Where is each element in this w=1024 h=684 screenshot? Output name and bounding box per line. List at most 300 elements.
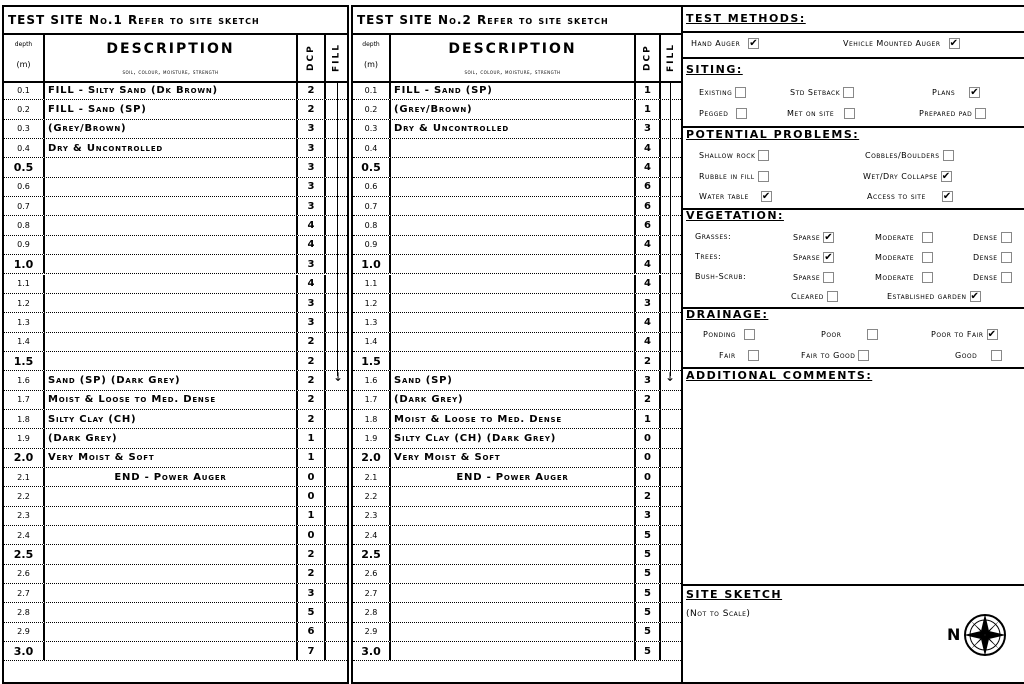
poor-to-fair-option[interactable] <box>931 329 998 340</box>
fill-cell <box>326 584 347 602</box>
dcp-cell: 0 <box>298 487 326 505</box>
depth-cell: 0.4 <box>353 139 391 157</box>
description-cell[interactable] <box>45 197 298 215</box>
description-cell[interactable]: END - Power Auger <box>391 468 636 486</box>
dcp-cell: 3 <box>298 139 326 157</box>
access-label: Access to site <box>867 192 926 201</box>
description-cell[interactable] <box>391 526 636 544</box>
dcp-cell: 3 <box>298 313 326 331</box>
depth-cell: 2.8 <box>4 603 45 621</box>
north-label: N <box>947 625 961 644</box>
dcp-cell: 0 <box>298 468 326 486</box>
sparse-label: Sparse <box>793 273 821 282</box>
wet-dry-checkbox[interactable]: ✔ <box>941 171 951 182</box>
dcp-cell: 2 <box>636 391 661 409</box>
table-row <box>4 236 347 255</box>
trees-sparse-checkbox[interactable]: ✔ <box>824 252 834 263</box>
met-on-site-option[interactable] <box>787 108 855 119</box>
description-cell[interactable] <box>391 352 636 370</box>
dcp-cell: 6 <box>636 178 661 196</box>
fill-cell <box>326 545 347 563</box>
description-cell[interactable]: Moist & Loose to Med. Dense <box>45 391 298 409</box>
description-cell[interactable] <box>45 584 298 602</box>
water-table-checkbox[interactable]: ✔ <box>761 191 771 202</box>
ponding-option[interactable] <box>703 329 755 340</box>
access-option[interactable] <box>867 191 953 202</box>
dcp-cell: 4 <box>636 236 661 254</box>
table-row <box>4 584 347 603</box>
grasses-sparse-option[interactable] <box>793 232 834 243</box>
depth-cell: 0.7 <box>4 197 45 215</box>
good-checkbox[interactable] <box>991 350 1002 361</box>
depth-cell: 2.7 <box>4 584 45 602</box>
site-1-column-header <box>4 35 347 83</box>
existing-checkbox[interactable] <box>735 87 746 98</box>
dcp-cell: 1 <box>636 81 661 99</box>
fill-cell <box>661 255 681 273</box>
cleared-option[interactable] <box>791 291 838 302</box>
table-row <box>4 545 347 564</box>
table-row <box>4 352 347 371</box>
fill-line <box>670 81 671 376</box>
sparse-label: Sparse <box>793 233 821 242</box>
wet-dry-label: Wet/Dry Collapse <box>863 172 938 181</box>
dcp-cell: 5 <box>636 584 661 602</box>
description-cell[interactable] <box>391 236 636 254</box>
depth-cell: 1.0 <box>4 255 45 273</box>
dense-label: Dense <box>973 253 998 262</box>
moderate-label: Moderate <box>875 233 915 242</box>
description-cell[interactable]: (Grey/Brown) <box>45 120 298 138</box>
depth-cell: 1.7 <box>4 391 45 409</box>
water-table-option[interactable] <box>699 191 772 202</box>
dcp-cell: 2 <box>636 487 661 505</box>
description-sublabel: soil, colour, moisture, strength <box>122 69 219 76</box>
wet-dry-option[interactable] <box>863 171 952 182</box>
table-row <box>4 429 347 448</box>
description-cell[interactable] <box>45 313 298 331</box>
dcp-cell: 5 <box>636 545 661 563</box>
test-site-2 <box>351 5 683 684</box>
rubble-checkbox[interactable] <box>758 171 769 182</box>
table-row <box>353 216 681 235</box>
description-cell[interactable]: Very Moist & Soft <box>391 449 636 467</box>
depth-cell: 1.3 <box>4 313 45 331</box>
poor-checkbox[interactable] <box>867 329 878 340</box>
dcp-cell: 3 <box>636 294 661 312</box>
vehicle-auger-checkbox[interactable]: ✔ <box>949 38 959 49</box>
fill-cell <box>661 565 681 583</box>
description-cell[interactable] <box>45 603 298 621</box>
depth-cell: 2.9 <box>4 623 45 641</box>
description-cell[interactable] <box>45 158 298 176</box>
fill-cell <box>661 545 681 563</box>
description-cell[interactable] <box>391 255 636 273</box>
bush-dense-option[interactable] <box>973 272 1012 283</box>
plans-label: Plans <box>932 88 956 97</box>
dcp-label: DCP <box>642 44 653 72</box>
depth-cell: 2.1 <box>353 468 391 486</box>
description-cell[interactable]: (Dark Grey) <box>45 429 298 447</box>
prepared-pad-option[interactable] <box>919 108 986 119</box>
depth-cell: 1.5 <box>4 352 45 370</box>
description-header <box>391 35 636 81</box>
table-row <box>4 313 347 332</box>
fill-cell <box>661 120 681 138</box>
trees-dense-option[interactable] <box>973 252 1012 263</box>
depth-cell: 0.7 <box>353 197 391 215</box>
dcp-cell: 3 <box>298 584 326 602</box>
fill-cell <box>661 391 681 409</box>
table-row <box>4 507 347 526</box>
fill-header <box>661 35 681 81</box>
trees-sparse-option[interactable] <box>793 252 834 263</box>
description-cell[interactable]: Dry & Uncontrolled <box>45 139 298 157</box>
description-cell[interactable]: FILL - Sand (SP) <box>391 81 636 99</box>
description-cell[interactable]: (Grey/Brown) <box>391 100 636 118</box>
description-cell[interactable]: FILL - Silty Sand (Dk Brown) <box>45 81 298 99</box>
table-row <box>4 642 347 661</box>
depth-cell: 3.0 <box>353 642 391 660</box>
problems-title: POTENTIAL PROBLEMS: <box>686 128 860 141</box>
moderate-label: Moderate <box>875 273 915 282</box>
dcp-cell: 4 <box>636 275 661 293</box>
description-cell[interactable] <box>45 545 298 563</box>
fair-checkbox[interactable] <box>748 350 759 361</box>
plans-option[interactable] <box>932 87 980 98</box>
description-cell[interactable] <box>391 603 636 621</box>
table-row <box>4 139 347 158</box>
description-cell[interactable]: FILL - Sand (SP) <box>45 100 298 118</box>
trees-dense-checkbox[interactable] <box>1001 252 1012 263</box>
vehicle-auger-option[interactable] <box>843 38 960 49</box>
table-row <box>4 197 347 216</box>
description-cell[interactable] <box>391 507 636 525</box>
met-on-site-checkbox[interactable] <box>844 108 855 119</box>
cobbles-checkbox[interactable] <box>943 150 954 161</box>
description-label: DESCRIPTION <box>448 41 577 57</box>
hand-auger-checkbox[interactable]: ✔ <box>749 38 759 49</box>
comments-area[interactable] <box>683 385 1024 585</box>
fill-cell <box>661 178 681 196</box>
description-sublabel: soil, colour, moisture, strength <box>464 69 561 76</box>
table-row <box>4 410 347 429</box>
dcp-cell: 4 <box>636 139 661 157</box>
fill-cell <box>661 410 681 428</box>
description-cell[interactable] <box>45 526 298 544</box>
vegetation-title: VEGETATION: <box>686 209 784 222</box>
fair-to-good-option[interactable] <box>801 350 869 361</box>
table-row <box>4 158 347 177</box>
description-cell[interactable] <box>391 139 636 157</box>
table-row <box>4 120 347 139</box>
description-cell[interactable] <box>45 565 298 583</box>
trees-moderate-checkbox[interactable] <box>922 252 933 263</box>
description-cell[interactable] <box>45 507 298 525</box>
dcp-cell: 2 <box>298 81 326 99</box>
depth-cell: 2.5 <box>353 545 391 563</box>
dcp-cell: 4 <box>636 158 661 176</box>
depth-cell: 2.4 <box>353 526 391 544</box>
description-cell[interactable]: Dry & Uncontrolled <box>391 120 636 138</box>
prepared-pad-checkbox[interactable] <box>975 108 986 119</box>
fill-cell <box>661 236 681 254</box>
description-cell[interactable]: Very Moist & Soft <box>45 449 298 467</box>
depth-cell: 0.6 <box>353 178 391 196</box>
description-cell[interactable] <box>45 352 298 370</box>
ponding-checkbox[interactable] <box>744 329 755 340</box>
depth-cell: 1.7 <box>353 391 391 409</box>
bush-moderate-checkbox[interactable] <box>922 272 933 283</box>
rubble-option[interactable] <box>699 171 769 182</box>
site-sketch-subtitle: (Not to Scale) <box>686 609 751 619</box>
dcp-cell: 4 <box>636 255 661 273</box>
depth-cell: 2.3 <box>353 507 391 525</box>
depth-cell: 2.0 <box>353 449 391 467</box>
depth-cell: 2.6 <box>353 565 391 583</box>
dcp-cell: 0 <box>298 526 326 544</box>
fair-option[interactable] <box>719 350 759 361</box>
grasses-sparse-checkbox[interactable]: ✔ <box>824 232 834 243</box>
cobbles-option[interactable] <box>865 150 954 161</box>
dcp-cell: 4 <box>636 313 661 331</box>
cleared-checkbox[interactable] <box>827 291 838 302</box>
fill-cell <box>326 487 347 505</box>
description-cell[interactable] <box>391 545 636 563</box>
fill-cell <box>661 429 681 447</box>
depth-cell: 1.4 <box>4 333 45 351</box>
fill-cell <box>326 526 347 544</box>
plans-checkbox[interactable]: ✔ <box>970 87 980 98</box>
fill-cell <box>661 197 681 215</box>
grasses-dense-checkbox[interactable] <box>1001 232 1012 243</box>
shallow-rock-checkbox[interactable] <box>758 150 769 161</box>
table-row <box>4 294 347 313</box>
divider <box>683 57 1024 59</box>
std-setback-checkbox[interactable] <box>843 87 854 98</box>
poor-option[interactable] <box>821 329 878 340</box>
site-2-column-header <box>353 35 681 83</box>
bush-sparse-checkbox[interactable] <box>823 272 834 283</box>
fill-cell <box>661 333 681 351</box>
test-site-1 <box>2 5 349 684</box>
description-cell[interactable] <box>45 216 298 234</box>
prepared-pad-label: Prepared pad <box>919 109 973 118</box>
depth-cell: 0.3 <box>4 120 45 138</box>
description-cell[interactable] <box>391 216 636 234</box>
description-cell[interactable] <box>391 642 636 660</box>
depth-cell: 0.6 <box>4 178 45 196</box>
fill-cell <box>661 487 681 505</box>
good-option[interactable] <box>955 350 1002 361</box>
divider <box>683 584 1024 586</box>
table-row <box>353 603 681 622</box>
table-row <box>4 526 347 545</box>
dcp-cell: 2 <box>298 410 326 428</box>
table-row <box>353 352 681 371</box>
table-row <box>353 158 681 177</box>
description-cell[interactable] <box>45 487 298 505</box>
description-cell[interactable] <box>45 255 298 273</box>
description-cell[interactable] <box>45 642 298 660</box>
dcp-cell: 0 <box>636 429 661 447</box>
description-cell[interactable]: Silty Clay (CH) (Dark Grey) <box>391 429 636 447</box>
hand-auger-option[interactable] <box>691 38 759 49</box>
established-checkbox[interactable]: ✔ <box>970 291 980 302</box>
dcp-cell: 2 <box>298 371 326 389</box>
depth-unit: (m) <box>363 60 379 69</box>
good-label: Good <box>955 351 978 360</box>
fill-cell <box>661 352 681 370</box>
description-cell[interactable]: Moist & Loose to Med. Dense <box>391 410 636 428</box>
dcp-cell: 4 <box>298 216 326 234</box>
description-cell[interactable]: Sand (SP) (Dark Grey) <box>45 371 298 389</box>
dcp-label: DCP <box>306 44 316 72</box>
table-row <box>353 565 681 584</box>
dcp-cell: 6 <box>298 623 326 641</box>
description-cell[interactable] <box>45 294 298 312</box>
description-cell[interactable] <box>45 623 298 641</box>
description-cell[interactable] <box>391 158 636 176</box>
table-row <box>4 275 347 294</box>
fair-to-good-checkbox[interactable] <box>858 350 869 361</box>
site-info-panel <box>683 5 1024 684</box>
fill-cell <box>661 507 681 525</box>
fill-cell <box>661 623 681 641</box>
trees-moderate-option[interactable] <box>875 252 933 263</box>
depth-cell: 1.4 <box>353 333 391 351</box>
table-row <box>353 294 681 313</box>
fill-cell <box>661 81 681 99</box>
access-checkbox[interactable]: ✔ <box>942 191 952 202</box>
fill-cell <box>326 429 347 447</box>
fill-cell <box>326 565 347 583</box>
site-2-title: TEST SITE No.2 Refer to site sketch <box>353 7 681 35</box>
table-row <box>353 623 681 642</box>
dense-label: Dense <box>973 273 998 282</box>
grasses-dense-option[interactable] <box>973 232 1012 243</box>
depth-cell: 1.8 <box>4 410 45 428</box>
table-row <box>353 507 681 526</box>
description-cell[interactable] <box>391 584 636 602</box>
depth-header <box>353 35 391 81</box>
bush-moderate-option[interactable] <box>875 272 933 283</box>
fill-cell <box>326 410 347 428</box>
description-cell[interactable] <box>45 178 298 196</box>
table-row <box>353 120 681 139</box>
established-garden-option[interactable] <box>887 291 981 302</box>
grasses-moderate-checkbox[interactable] <box>922 232 933 243</box>
depth-cell: 1.2 <box>4 294 45 312</box>
vehicle-auger-label: Vehicle Mounted Auger <box>843 39 941 48</box>
description-cell[interactable] <box>391 197 636 215</box>
description-cell[interactable] <box>45 275 298 293</box>
established-label: Established garden <box>887 292 967 301</box>
cobbles-label: Cobbles/Boulders <box>865 151 940 160</box>
grasses-moderate-option[interactable] <box>875 232 933 243</box>
hand-auger-label: Hand Auger <box>691 39 741 48</box>
depth-cell: 0.8 <box>353 216 391 234</box>
table-row <box>353 487 681 506</box>
description-cell[interactable] <box>45 333 298 351</box>
shallow-rock-option[interactable] <box>699 150 769 161</box>
dcp-cell: 0 <box>636 449 661 467</box>
table-row <box>353 468 681 487</box>
dcp-cell: 2 <box>298 352 326 370</box>
description-cell[interactable]: Sand (SP) <box>391 371 636 389</box>
trees-label: Trees: <box>695 252 722 261</box>
depth-cell: 1.5 <box>353 352 391 370</box>
description-cell[interactable] <box>45 236 298 254</box>
description-cell[interactable] <box>391 294 636 312</box>
dcp-cell: 5 <box>636 642 661 660</box>
table-row <box>353 275 681 294</box>
description-cell[interactable] <box>391 275 636 293</box>
dcp-cell: 3 <box>636 120 661 138</box>
depth-cell: 1.3 <box>353 313 391 331</box>
dcp-header <box>298 35 326 81</box>
bush-dense-checkbox[interactable] <box>1001 272 1012 283</box>
depth-cell: 0.9 <box>4 236 45 254</box>
dcp-cell: 2 <box>636 352 661 370</box>
table-row <box>353 100 681 119</box>
description-cell[interactable] <box>391 487 636 505</box>
ponding-label: Ponding <box>703 330 737 339</box>
fair-label: Fair <box>719 351 736 360</box>
table-row <box>353 178 681 197</box>
compass-rose-icon <box>962 612 1008 658</box>
table-row <box>4 100 347 119</box>
depth-cell: 1.9 <box>4 429 45 447</box>
depth-label: depth <box>362 41 380 48</box>
siting-title: SITING: <box>686 63 743 76</box>
table-row <box>4 255 347 274</box>
description-cell[interactable] <box>391 178 636 196</box>
table-row <box>4 178 347 197</box>
description-cell[interactable] <box>391 333 636 351</box>
dcp-cell: 3 <box>636 507 661 525</box>
dcp-cell: 0 <box>636 468 661 486</box>
bush-sparse-option[interactable] <box>793 272 834 283</box>
description-cell[interactable]: Silty Clay (CH) <box>45 410 298 428</box>
dcp-cell: 2 <box>298 565 326 583</box>
description-cell[interactable] <box>391 313 636 331</box>
pegged-option[interactable] <box>699 108 747 119</box>
description-cell[interactable]: END - Power Auger <box>45 468 298 486</box>
fill-cell <box>326 391 347 409</box>
dcp-cell: 3 <box>298 197 326 215</box>
drainage-title: DRAINAGE: <box>686 308 769 321</box>
description-cell[interactable]: (Dark Grey) <box>391 391 636 409</box>
existing-option[interactable] <box>699 87 746 98</box>
poor-to-fair-checkbox[interactable]: ✔ <box>987 329 997 340</box>
fill-cell <box>661 100 681 118</box>
description-cell[interactable] <box>391 565 636 583</box>
table-row <box>4 449 347 468</box>
description-cell[interactable] <box>391 623 636 641</box>
fill-cell <box>661 139 681 157</box>
fill-cell <box>326 468 347 486</box>
table-row <box>4 391 347 410</box>
std-setback-option[interactable] <box>790 87 854 98</box>
rubble-label: Rubble in fill <box>699 172 755 181</box>
pegged-checkbox[interactable] <box>736 108 747 119</box>
fill-line <box>337 81 338 376</box>
depth-cell: 2.5 <box>4 545 45 563</box>
table-row <box>353 81 681 100</box>
dcp-cell: 3 <box>298 120 326 138</box>
table-row <box>4 623 347 642</box>
